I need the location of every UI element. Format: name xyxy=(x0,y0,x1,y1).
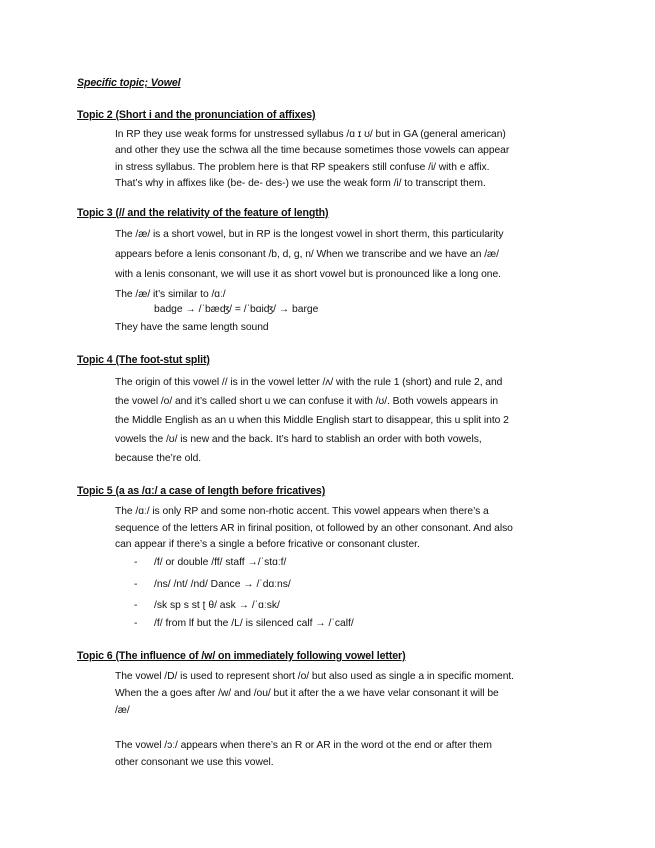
list-item: - /f/ or double /ff/ staff →/ˈstɑːf/ xyxy=(134,557,287,568)
document-title: Specific topic; Vowel xyxy=(77,77,181,89)
text-line: The /ɑː/ is only RP and some non-rhotic accent. This vowel appears when there’s a xyxy=(115,506,489,517)
list-item: - /ns/ /nt/ /nd/ Dance → /ˈdɑːns/ xyxy=(134,579,291,590)
topic-2-paragraph xyxy=(115,127,585,192)
text-line: The vowel /D/ is used to represent short /o/ but also used as single a in specific moment. xyxy=(115,671,514,682)
text-line: because the’re old. xyxy=(115,453,202,464)
topic-6-paragraph-2 xyxy=(115,738,585,771)
text-line: The origin of this vowel // is in the vowel letter /ʌ/ with the rule 1 (short) and rule 2, and xyxy=(115,377,503,388)
text-line: In RP they use weak forms for unstressed syllabus /ɑ ɪ ʊ/ but in GA (general american) xyxy=(115,129,506,140)
text-line: sequence of the letters AR in firinal position, ot followed by an other consonant. And also xyxy=(115,522,513,534)
text-line: The /æ/ is a short vowel, but in RP is the longest vowel in short therm, this particularity xyxy=(115,229,504,240)
text-line: the Middle English as an u when this Middle English start to disappear, this u split into 2 xyxy=(115,415,509,426)
text-line: can appear if there’s a single a before fricative or consonant cluster. xyxy=(115,539,420,550)
list-item: - /f/ from lf but the /L/ is silenced calf → /ˈcalf/ xyxy=(134,618,354,629)
topic-3-paragraph xyxy=(115,225,585,305)
topic-6-paragraph xyxy=(115,668,585,719)
text-line: /æ/ xyxy=(115,705,130,716)
list-item: - /sk sp s st ʈ θ/ ask → /ˈɑːsk/ xyxy=(134,600,280,611)
badge-barge-example: badge → /ˈbæʤ/ = /ˈbɑiʤ/ → barge xyxy=(154,304,319,315)
text-line: the vowel /o/ and it’s called short u we can confuse it with /ʊ/. Both vowels appears in xyxy=(115,396,499,407)
topic-5-paragraph xyxy=(115,504,585,554)
text-line: and other they use the schwa all the time because sometimes those vowels can appear xyxy=(115,145,510,157)
text-line: The vowel /ɔː/ appears when there’s an R or AR in the word ot the end or after them xyxy=(115,740,492,751)
topic-6-heading: Topic 6 (The influence of /w/ on immediately following vowel letter) xyxy=(77,650,406,662)
topic-2-heading: Topic 2 (Short i and the pronunciation of affixes) xyxy=(77,109,316,121)
text-line: When the a goes after /w/ and /ou/ but it after the a we have velar consonant it will be xyxy=(115,688,499,699)
text-line: other consonant we use this vowel. xyxy=(115,756,274,768)
topic-5-heading: Topic 5 (a as /ɑː/ a case of length before fricatives) xyxy=(77,485,326,497)
text-line: The /æ/ it’s similar to /ɑː/ xyxy=(115,289,226,300)
text-line: with a lenis consonant, we will use it as short vowel but is pronounced like a long one. xyxy=(115,269,501,280)
topic-4-heading: Topic 4 (The foot-stut split) xyxy=(77,354,210,366)
text-line: That’s why in affixes like (be- de- des-) we use the weak form /i/ to transcript them. xyxy=(115,177,486,189)
text-line: in stress syllabus. The problem here is that RP speakers still confuse /i/ with e affix. xyxy=(115,161,490,173)
topic-3-heading: Topic 3 (// and the relativity of the feature of length) xyxy=(77,207,329,219)
text-line: appears before a lenis consonant /b, d, g, n/ When we transcribe and we have an /æ/ xyxy=(115,249,499,260)
topic-3-conclusion: They have the same length sound xyxy=(115,322,269,333)
topic-4-paragraph xyxy=(115,373,585,468)
text-line: vowels the /ʊ/ is new and the back. It’s hard to stablish an order with both vowels, xyxy=(115,434,482,445)
